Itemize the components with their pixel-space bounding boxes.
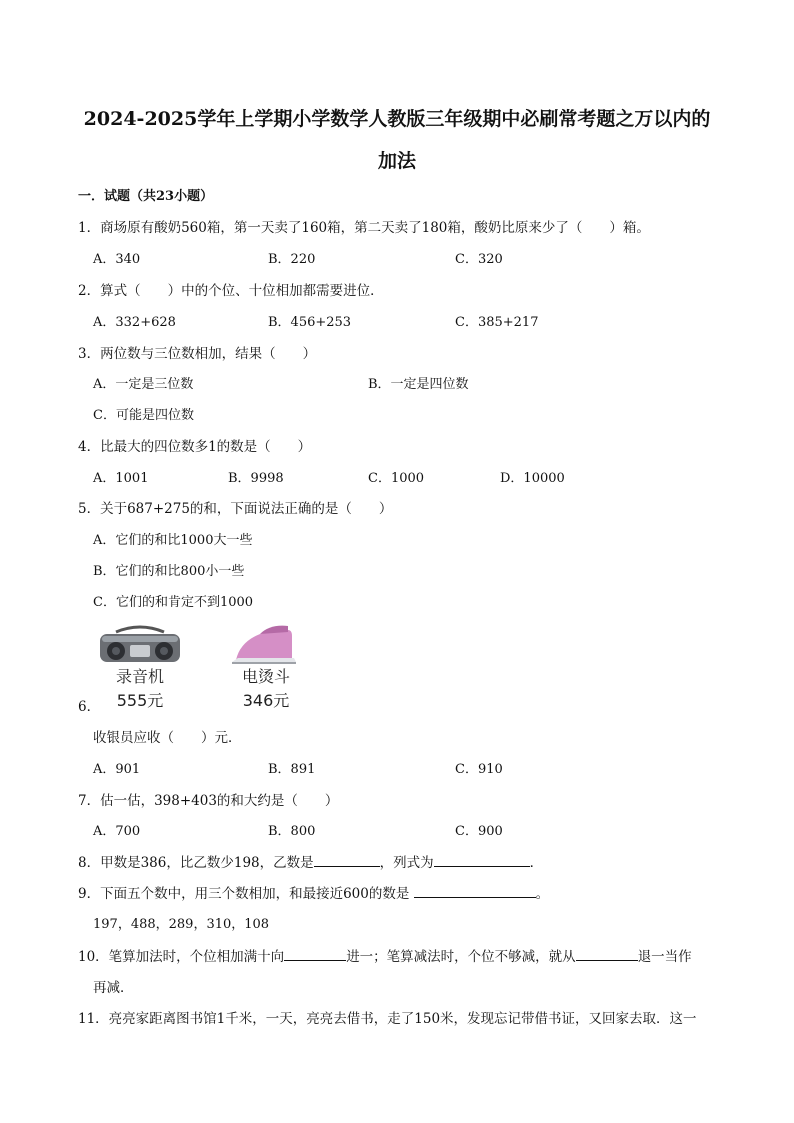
- question-11-stem: 11．亮亮家距离图书馆1千米，一天，亮亮去借书，走了150米，发现忘记带借书证，又回家去取．这一: [78, 1011, 697, 1027]
- question-8-blank-2[interactable]: [434, 852, 530, 867]
- question-6-stem: 收银员应收（ ）元．: [93, 730, 242, 746]
- question-9-text-2: 。: [535, 886, 550, 902]
- radio-icon: [98, 624, 182, 666]
- radio-name: 录音机: [115, 667, 164, 686]
- section-heading: 一．试题（共23小题）: [78, 189, 214, 204]
- question-7-option-b[interactable]: B．800: [268, 824, 316, 839]
- question-9-text-1: 9．下面五个数中，用三个数相加，和最接近600的数是: [78, 886, 410, 902]
- iron-price: 346元: [242, 691, 290, 710]
- question-7-stem: 7．估一估，398+403的和大约是（ ）: [78, 793, 339, 809]
- question-9-numbers: 197，488，289，310，108: [93, 917, 270, 932]
- question-9-blank[interactable]: [414, 883, 536, 898]
- question-5-option-c[interactable]: C．它们的和肯定不到1000: [93, 595, 254, 610]
- question-3-option-a[interactable]: A．一定是三位数: [93, 377, 194, 392]
- question-10-blank-2[interactable]: [576, 946, 638, 961]
- question-2-stem: 2．算式（ ）中的个位、十位相加都需要进位．: [78, 283, 384, 299]
- question-8-text-3: ．: [529, 855, 544, 871]
- question-7-option-c[interactable]: C．900: [455, 824, 503, 839]
- question-10-blank-1[interactable]: [284, 946, 346, 961]
- question-3-option-b[interactable]: B．一定是四位数: [368, 377, 469, 392]
- title-line-1: 2024-2025学年上学期小学数学人教版三年级期中必刷常考题之万以内的: [83, 108, 711, 130]
- question-7-option-a[interactable]: A．700: [93, 824, 141, 839]
- iron-name: 电烫斗: [241, 667, 290, 686]
- question-4-option-b[interactable]: B．9998: [228, 471, 284, 486]
- question-10-text-1: 10．笔算加法时，个位相加满十向: [78, 949, 285, 965]
- question-9-stem: [78, 882, 549, 902]
- question-5-option-b[interactable]: B．它们的和比800小一些: [93, 564, 245, 579]
- question-4-option-c[interactable]: C．1000: [368, 471, 425, 486]
- question-8-text-2: ，列式为: [379, 855, 434, 871]
- title-line-2: 加法: [377, 150, 416, 172]
- question-1-option-a[interactable]: A．340: [93, 252, 141, 267]
- question-4-option-d[interactable]: D．10000: [500, 471, 565, 486]
- question-2-option-a[interactable]: A．332+628: [93, 315, 176, 330]
- question-6-option-b[interactable]: B．891: [268, 762, 316, 777]
- question-4-stem: 4．比最大的四位数多1的数是（ ）: [78, 439, 312, 455]
- question-1-option-c[interactable]: C．320: [455, 252, 503, 267]
- question-3-stem: 3．两位数与三位数相加，结果（ ）: [78, 346, 317, 362]
- radio-price: 555元: [116, 691, 164, 710]
- question-5-option-a[interactable]: A．它们的和比1000大一些: [93, 533, 253, 548]
- question-2-option-c[interactable]: C．385+217: [455, 315, 539, 330]
- question-8-text-1: 8．甲数是386，比乙数少198，乙数是: [78, 855, 314, 871]
- question-10-text-2: 进一；笔算减法时，个位不够减，就从: [346, 949, 576, 965]
- question-10-stem: [78, 945, 692, 965]
- question-1-option-b[interactable]: B．220: [268, 252, 316, 267]
- question-3-option-c[interactable]: C．可能是四位数: [93, 408, 194, 423]
- question-8-blank-1[interactable]: [314, 852, 380, 867]
- question-2-option-b[interactable]: B．456+253: [268, 315, 352, 330]
- question-4-option-a[interactable]: A．1001: [93, 471, 149, 486]
- question-6-option-c[interactable]: C．910: [455, 762, 503, 777]
- question-10-text-3: 退一当作: [637, 949, 692, 965]
- iron-icon: [230, 622, 300, 666]
- question-5-stem: 5．关于687+275的和，下面说法正确的是（ ）: [78, 501, 393, 517]
- question-1-stem: 1．商场原有酸奶560箱，第一天卖了160箱，第二天卖了180箱，酸奶比原来少了（ ）箱。: [78, 220, 650, 236]
- question-6-option-a[interactable]: A．901: [93, 762, 141, 777]
- question-10-line-2: 再减．: [93, 980, 134, 996]
- question-8: [78, 851, 543, 871]
- question-6-number: 6．: [78, 699, 101, 715]
